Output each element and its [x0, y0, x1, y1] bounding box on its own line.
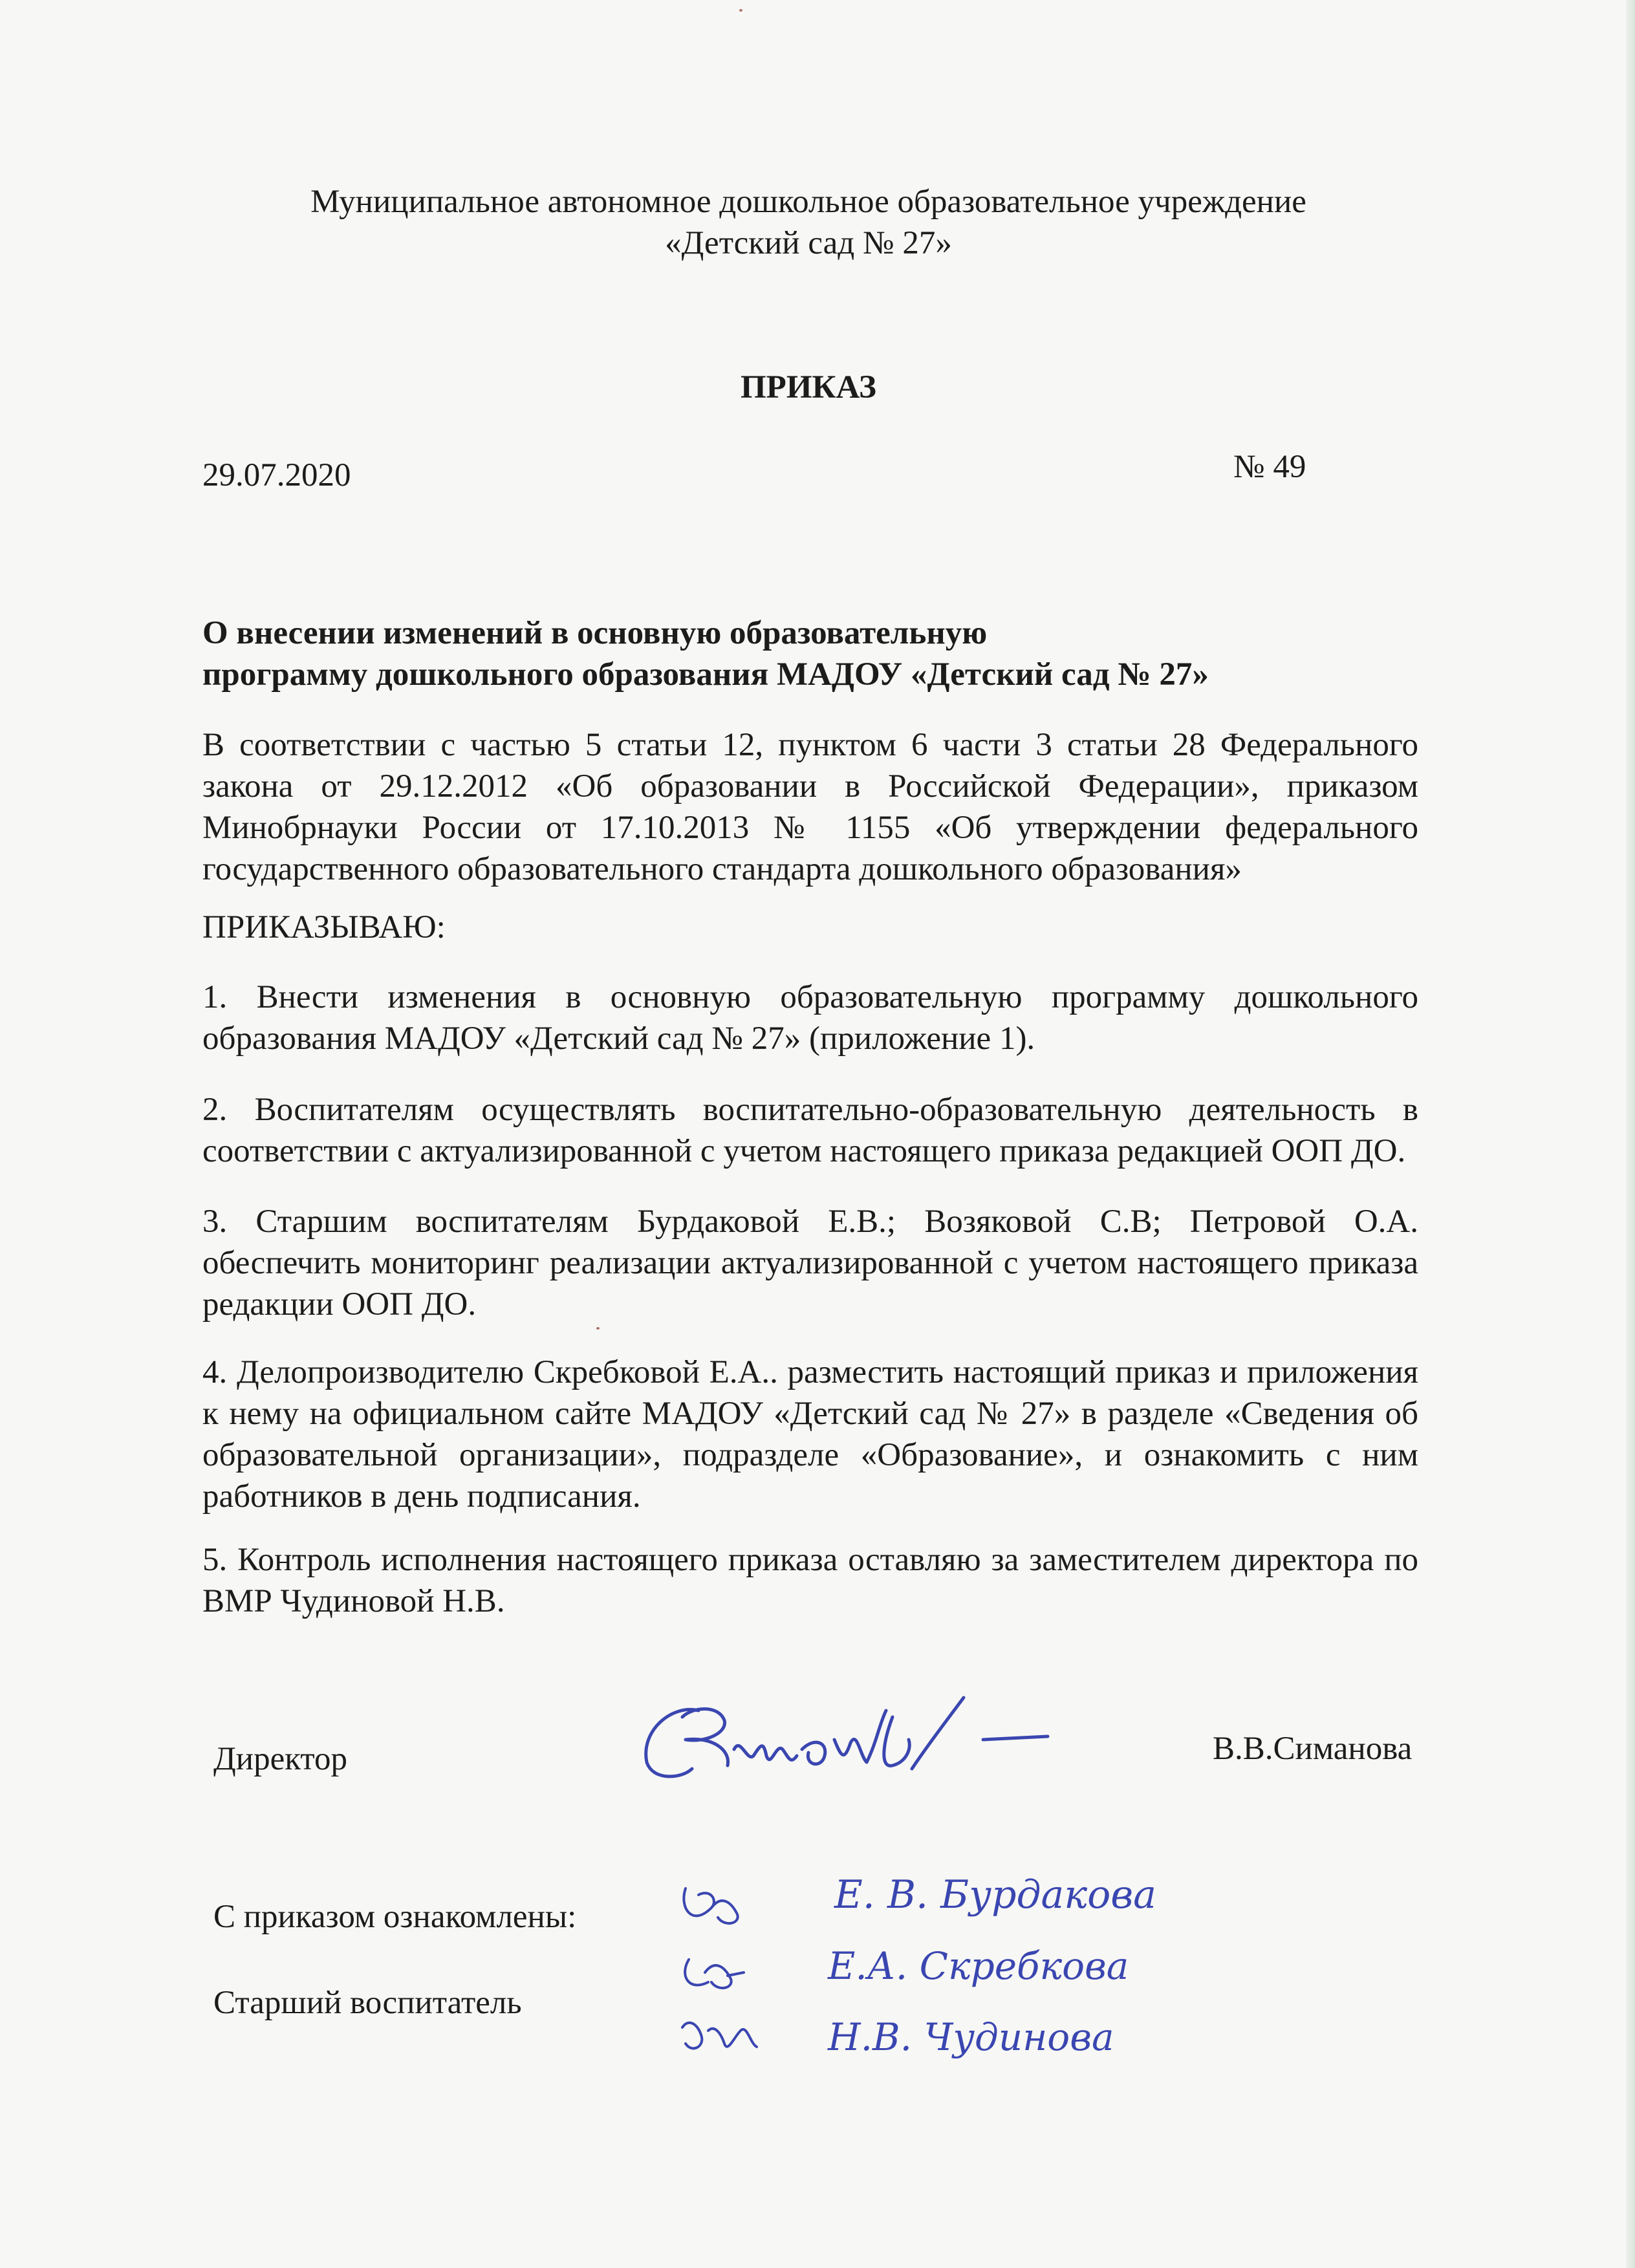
- initial-signature-1: [684, 1888, 737, 1923]
- document-title: ПРИКАЗ: [741, 369, 876, 405]
- acknowledgement-position: Старший воспитатель: [213, 1985, 522, 2021]
- signatory-name: В.В.Симанова: [1213, 1731, 1413, 1767]
- organization-name-line2: «Детский сад № 27»: [665, 225, 952, 261]
- preamble-paragraph: В соответствии с частью 5 статьи 12, пунктом 6 части 3 статьи 28 Федерального закона от 29.12.2012 «Об образовании в Российской Федерации», приказом Минобрнауки России от 17.10.2013 № 1155 «Об утверждении федерального государственного образовательного стандарта дошкольного образования»: [202, 727, 1418, 887]
- handwritten-name: Е.А. Скребкова: [828, 1944, 1129, 1988]
- order-item: 3. Старшим воспитателям Бурдаковой Е.В.; Возяковой С.В; Петровой О.А. обеспечить мониторинг реализации актуализированной с учетом настоящего приказа редакции ООП ДО.: [202, 1204, 1418, 1323]
- order-subject: [202, 612, 1431, 695]
- order-item: 1. Внести изменения в основную образовательную программу дошкольного образования МАДОУ «Детский сад № 27» (приложение 1).: [202, 979, 1418, 1057]
- handwritten-name: Н.В. Чудинова: [828, 2015, 1114, 2059]
- director-signature: [621, 1672, 1087, 1801]
- organization-name: [0, 181, 1617, 264]
- scan-speck: [739, 9, 742, 12]
- order-item: 4. Делопроизводителю Скребковой Е.А.. разместить настоящий приказ и приложения к нему на официальном сайте МАДОУ «Детский сад № 27» в разделе «Сведения об образовательной организации», подразделе «Образование», и ознакомить с ним работников в день подписания.: [202, 1354, 1418, 1515]
- handwritten-name: Е. В. Бурдакова: [834, 1872, 1156, 1917]
- order-item: 5. Контроль исполнения настоящего приказа оставляю за заместителем директора по ВМР Чудиновой Н.В.: [202, 1542, 1418, 1619]
- acknowledgement-signatures: [673, 1863, 1216, 2095]
- order-subject-line2: программу дошкольного образования МАДОУ «Детский сад № 27»: [202, 656, 1209, 693]
- order-word: ПРИКАЗЫВАЮ:: [202, 909, 446, 945]
- organization-name-line1: Муниципальное автономное дошкольное образовательное учреждение: [310, 184, 1306, 220]
- signatory-position: Директор: [213, 1741, 347, 1777]
- order-subject-line1: О внесении изменений в основную образовательную: [202, 615, 988, 651]
- order-item: 2. Воспитателям осуществлять воспитательно-образовательную деятельность в соответствии с актуализированной с учетом настоящего приказа редакцией ООП ДО.: [202, 1092, 1418, 1169]
- order-date: 29.07.2020: [202, 457, 351, 493]
- order-number: № 49: [1233, 449, 1306, 485]
- acknowledgement-label: С приказом ознакомлены:: [213, 1899, 577, 1935]
- scan-edge: [1626, 0, 1635, 2268]
- scan-speck: [596, 1327, 600, 1330]
- initial-signature-3: [682, 2023, 757, 2049]
- initial-signature-2: [685, 1960, 744, 1988]
